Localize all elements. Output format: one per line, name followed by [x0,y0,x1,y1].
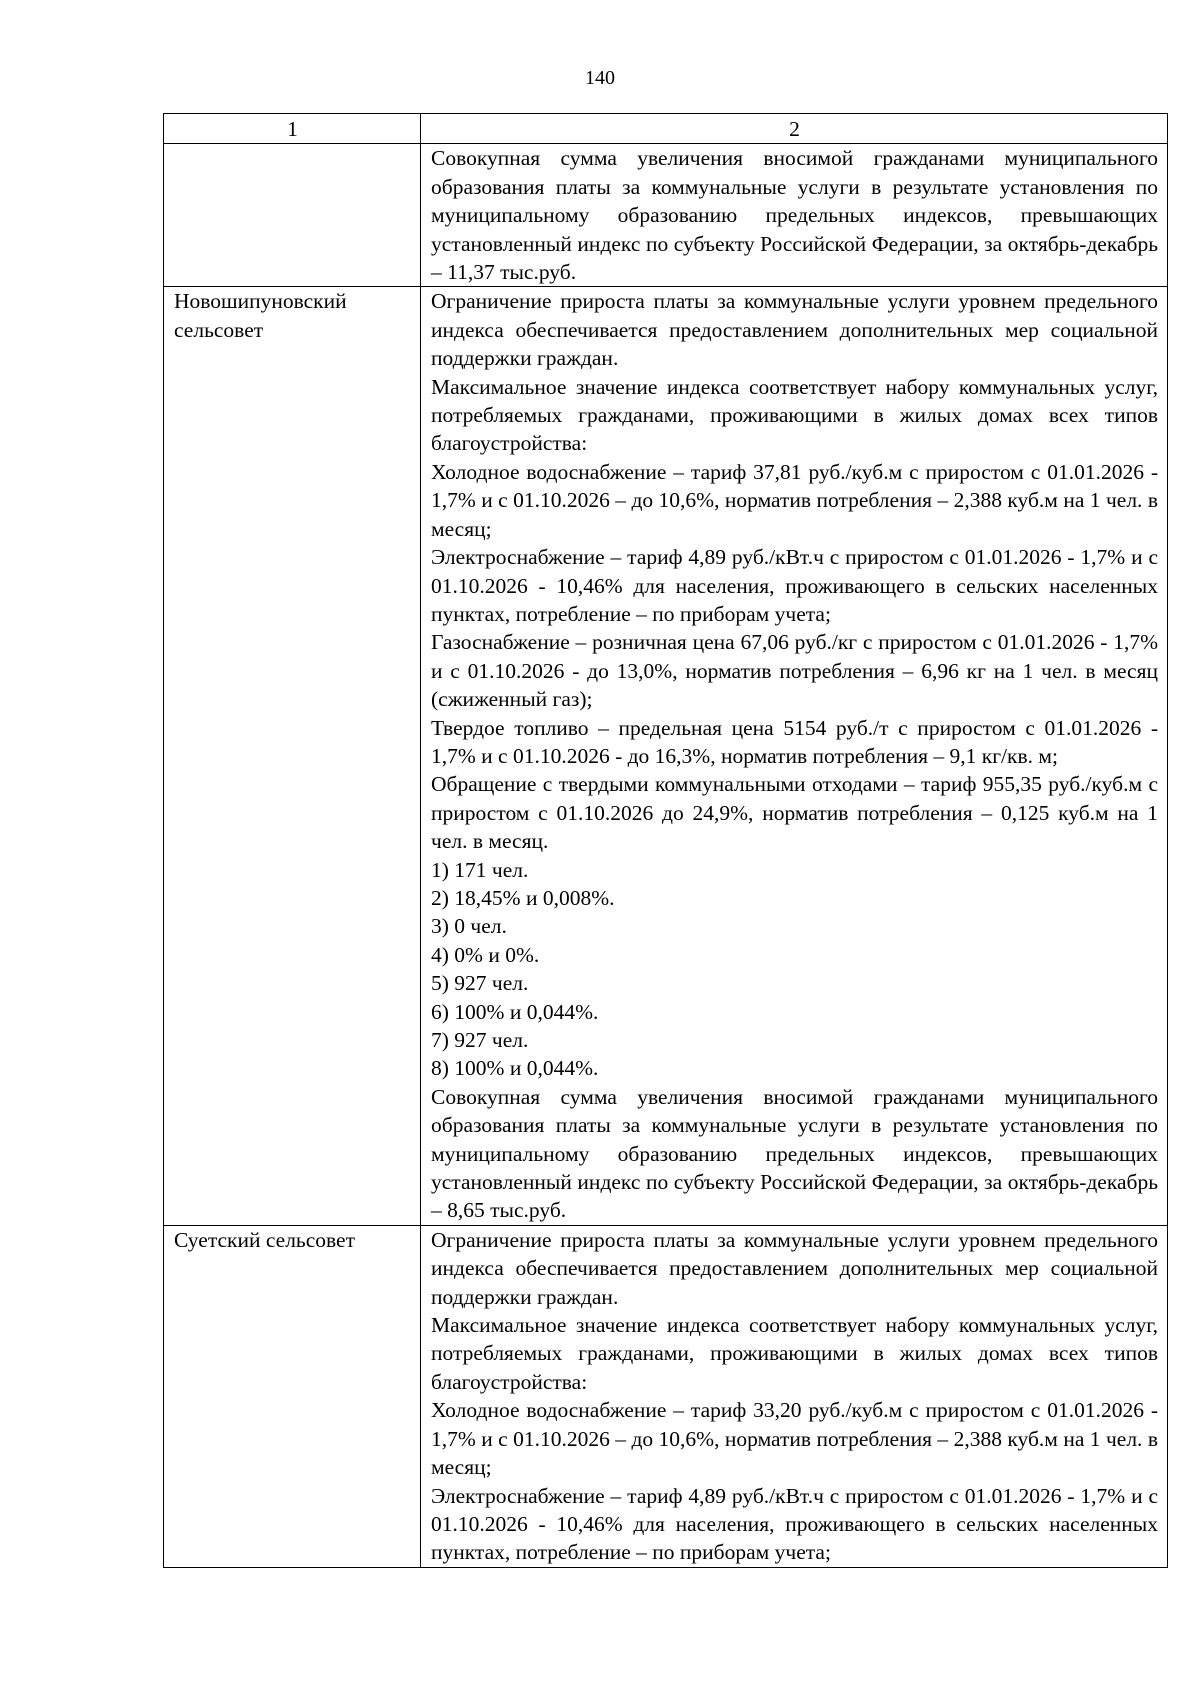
paragraph-total-sum: Совокупная сумма увеличения вносимой гражданами муниципального образования платы за коммунальные услуги в результате установления по муниципальному образованию предельных индексов, превышающих установленный индекс по субъекту Российской Федерации, за октябрь-декабрь – 8,65 тыс.руб. [431,1084,1158,1223]
paragraph-solid-fuel: Твердое топливо – предельная цена 5154 руб./т с приростом с 01.01.2026 - 1,7% и с 01.10.2026 - до 16,3%, норматив потребления – 9,1 кг/кв. м; [431,715,1158,768]
description-cell [421,287,1168,1225]
paragraph-max-index: Максимальное значение индекса соответствует набору коммунальных услуг, потребляемых гражданами, проживающими в жилых домах всех типов благоустройства: [431,1313,1158,1394]
table-row [164,1225,1168,1567]
paragraph-limit: Ограничение прироста платы за коммунальные услуги уровнем предельного индекса обеспечивается предоставлением дополнительных мер социальной поддержки граждан. [431,289,1158,371]
list-item: 3) 0 чел. [431,914,507,939]
list-item: 8) 100% и 0,044%. [431,1056,599,1081]
paragraph-cold-water: Холодное водоснабжение – тариф 37,81 руб./куб.м с приростом с 01.01.2026 - 1,7% и с 01.10.2026 – до 10,6%, норматив потребления – 2,388 куб.м на 1 чел. в месяц; [431,459,1158,541]
paragraph-electricity: Электроснабжение – тариф 4,89 руб./кВт.ч с приростом с 01.01.2026 - 1,7% и с 01.10.2026 - 10,46% для населения, проживающего в сельских населенных пунктах, потребление – по приборам учета; [431,1483,1158,1565]
paragraph-gas: Газоснабжение – розничная цена 67,06 руб./кг с приростом с 01.01.2026 - 1,7% и с 01.10.2026 - до 13,0%, норматив потребления – 6,96 кг на 1 чел. в месяц (сжиженный газ); [431,630,1158,712]
paragraph-total-sum: Совокупная сумма увеличения вносимой гражданами муниципального образования платы за коммунальные услуги в результате установления по муниципальному образованию предельных индексов, превышающих установленный индекс по субъекту Российской Федерации, за октябрь-декабрь – 11,37 тыс.руб. [431,146,1158,285]
paragraph-electricity: Электроснабжение – тариф 4,89 руб./кВт.ч с приростом с 01.01.2026 - 1,7% и с 01.10.2026 - 10,46% для населения, проживающего в сельских населенных пунктах, потребление – по приборам учета; [431,545,1158,626]
column-header-1: 1 [164,114,421,144]
table-header-row [164,114,1168,144]
list-item: 4) 0% и 0%. [431,942,540,967]
list-item: 7) 927 чел. [431,1028,529,1052]
list-item: 2) 18,45% и 0,008%. [431,885,615,910]
list-item: 1) 171 чел. [431,857,529,882]
municipality-cell: Суетский сельсовет [164,1225,421,1567]
tariff-table [163,113,1168,1568]
description-cell [421,144,1168,287]
paragraph-max-index: Максимальное значение индекса соответствует набору коммунальных услуг, потребляемых гражданами, проживающими в жилых домах всех типов благоустройства: [431,374,1158,456]
paragraph-cold-water: Холодное водоснабжение – тариф 33,20 руб./куб.м с приростом с 01.01.2026 - 1,7% и с 01.10.2026 – до 10,6%, норматив потребления – 2,388 куб.м на 1 чел. в месяц; [431,1398,1158,1480]
column-header-2: 2 [421,114,1168,144]
table-row [164,287,1168,1225]
paragraph-limit: Ограничение прироста платы за коммунальные услуги уровнем предельного индекса обеспечивается предоставлением дополнительных мер социальной поддержки граждан. [431,1227,1158,1309]
municipality-cell: Новошипуновский сельсовет [164,287,421,1225]
table-row [164,144,1168,287]
list-item: 5) 927 чел. [431,971,529,996]
municipality-cell [164,144,421,287]
list-item: 6) 100% и 0,044%. [431,999,599,1024]
page-number: 140 [585,67,615,89]
description-cell [421,1225,1168,1567]
paragraph-waste: Обращение с твердыми коммунальными отходами – тариф 955,35 руб./куб.м с приростом с 01.10.2026 до 24,9%, норматив потребления – 0,125 куб.м на 1 чел. в месяц. [431,772,1158,854]
